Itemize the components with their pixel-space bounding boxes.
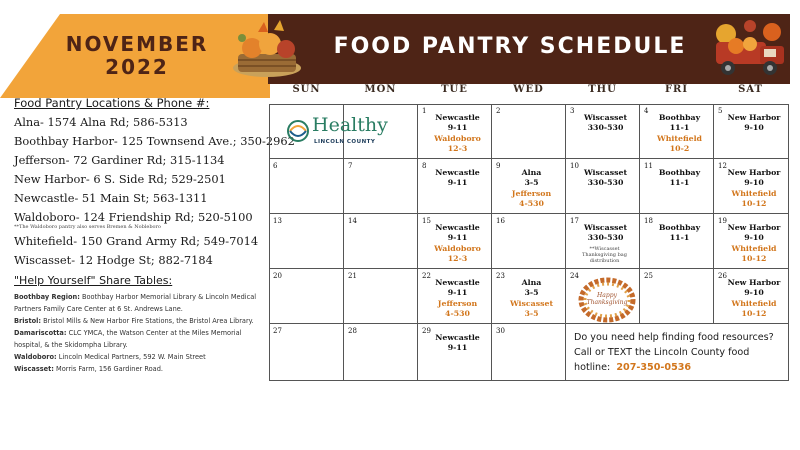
pantry-hours: 12-3 [447, 144, 468, 153]
pantry-hours: 9-10 [744, 288, 764, 297]
day-number: 3 [570, 107, 575, 115]
day-number: 28 [348, 327, 357, 335]
pantry-hours: 11-1 [669, 233, 690, 242]
day-number: 20 [273, 272, 282, 280]
weekday-header-thu: THU [588, 84, 617, 95]
pantry-location: Whitefield [731, 244, 777, 253]
calendar-day-cell [640, 159, 714, 214]
pantry-location: Waldoboro [434, 244, 481, 253]
healthy-logo-word: Healthy [312, 114, 388, 136]
pantry-hours: 10-12 [741, 254, 767, 263]
healthy-logo-icon [285, 118, 311, 144]
calendar-day-cell [492, 324, 566, 381]
weekday-header-tue: TUE [441, 84, 468, 95]
day-number: 19 [718, 217, 727, 225]
pantry-location: New Harbor [727, 113, 781, 122]
locations-heading: Food Pantry Locations & Phone #: [14, 96, 210, 110]
pantry-hours: 4-530 [445, 309, 470, 318]
pantry-hours: 9-11 [447, 233, 468, 242]
calendar-day-cell [566, 159, 640, 214]
calendar-day-cell [418, 269, 492, 324]
day-number: 24 [570, 272, 579, 280]
pantry-location: Newcastle [435, 113, 480, 122]
wreath-text: Happy Thanksgiving [586, 292, 628, 306]
pantry-location: Boothbay [658, 223, 701, 232]
calendar-day-cell [492, 269, 566, 324]
calendar-day-cell [344, 214, 418, 269]
pantry-location: Jefferson [511, 189, 552, 198]
calendar-day-cell [418, 214, 492, 269]
day-number: 25 [644, 272, 653, 280]
hotline-line-1: Do you need help finding food resources? [574, 332, 774, 343]
pantry-location: Newcastle [435, 223, 480, 232]
location-new-harbor: New Harbor- 6 S. Side Rd; 529-2501 [14, 172, 226, 186]
locations-panel [14, 96, 295, 375]
location-whitefield: Whitefield- 150 Grand Army Rd; 549-7014 [14, 234, 259, 248]
day-number: 30 [496, 327, 505, 335]
pantry-hours: 9-11 [447, 123, 468, 132]
month-year-label [62, 33, 212, 79]
day-number: 11 [644, 162, 653, 170]
share-item: Boothbay Region: Boothbay Harbor Memorial Library & Lincoln Medical [14, 293, 257, 301]
pantry-hours: 3-5 [524, 309, 539, 318]
waldoboro-note: **The Waldoboro pantry also serves Bremen & Nobleboro [14, 224, 161, 230]
pantry-location: Waldoboro [434, 134, 481, 143]
share-item: Waldoboro: Lincoln Medical Partners, 592 W. Main Street [14, 353, 206, 361]
pantry-hours: 10-2 [669, 144, 690, 153]
day-number: 21 [348, 272, 357, 280]
pantry-hours: 9-10 [744, 178, 764, 187]
calendar-day-cell [566, 104, 640, 159]
page-title: FOOD PANTRY SCHEDULE [333, 34, 687, 59]
weekday-header-sat: SAT [738, 84, 763, 95]
pantry-hours: 11-1 [669, 123, 690, 132]
calendar-day-cell [640, 104, 714, 159]
calendar-day-cell [418, 159, 492, 214]
healthy-logo-sub: LINCOLN COUNTY [314, 139, 376, 145]
pantry-hours: 10-12 [741, 309, 767, 318]
calendar-day-cell [344, 159, 418, 214]
pantry-location: Wiscasset [509, 299, 554, 308]
day-number: 27 [273, 327, 282, 335]
day-number: 6 [273, 162, 278, 170]
day-number: 2 [496, 107, 501, 115]
calendar-day-cell [492, 214, 566, 269]
day-number: 12 [718, 162, 727, 170]
day-number: 1 [422, 107, 427, 115]
pantry-location: Boothbay [658, 113, 701, 122]
calendar-day-cell [269, 269, 344, 324]
share-tables-list [14, 291, 264, 375]
weekday-header-sun: SUN [292, 84, 321, 95]
pantry-location: Alna [521, 278, 542, 287]
calendar-day-cell [566, 214, 640, 269]
pantry-location: Whitefield [731, 299, 777, 308]
calendar-day-cell [418, 324, 492, 381]
pantry-hours: 9-11 [447, 343, 468, 352]
pantry-location: Newcastle [435, 168, 480, 177]
calendar-day-cell [344, 269, 418, 324]
pantry-location: Whitefield [657, 134, 702, 143]
day-number: 7 [348, 162, 353, 170]
pantry-location: Boothbay [658, 168, 701, 177]
day-number: 8 [422, 162, 427, 170]
day-number: 10 [570, 162, 579, 170]
day-number: 16 [496, 217, 505, 225]
weekday-header-fri: FRI [664, 84, 689, 95]
calendar-day-cell [269, 159, 344, 214]
location-wiscasset: Wiscasset- 12 Hodge St; 882-7184 [14, 253, 213, 267]
location-waldoboro: Waldoboro- 124 Friendship Rd; 520-5100 [14, 210, 253, 224]
pantry-location: New Harbor [727, 278, 781, 287]
day-number: 13 [273, 217, 282, 225]
share-item: Damariscotta: CLC YMCA, the Watson Center at the Miles Memorial [14, 329, 242, 337]
pantry-hours: 9-10 [744, 123, 764, 132]
pumpkin-truck-icon [706, 16, 792, 82]
pantry-hours: 3-5 [524, 288, 539, 297]
pantry-hours: 4-530 [519, 199, 544, 208]
header-banner-notch [0, 14, 60, 98]
pantry-hours: 12-3 [447, 254, 468, 263]
pantry-hours: 11-1 [669, 178, 690, 187]
calendar-day-cell [492, 159, 566, 214]
distribution-note: **Wiscasset Thanksgiving bag distribution [582, 246, 627, 264]
day-number: 4 [644, 107, 649, 115]
calendar-day-cell [640, 214, 714, 269]
year-label: 2022 [105, 55, 169, 79]
pantry-hours: 9-11 [447, 288, 468, 297]
day-number: 18 [644, 217, 653, 225]
pantry-hours: 9-10 [744, 233, 764, 242]
calendar-day-cell [269, 324, 344, 381]
day-number: 29 [422, 327, 431, 335]
share-item: Bristol: Bristol Mills & New Harbor Fire Stations, the Bristol Area Library. [14, 317, 254, 325]
pantry-hours: 330-530 [587, 123, 624, 132]
calendar-day-cell [344, 324, 418, 381]
weekday-header-wed: WED [513, 84, 544, 95]
calendar-day-cell [714, 159, 789, 214]
harvest-basket-icon [228, 18, 306, 80]
hotline-callout [574, 330, 788, 375]
calendar-day-cell [714, 214, 789, 269]
hotline-line-2: Call or TEXT the Lincoln County food [574, 347, 750, 358]
pantry-hours: 3-5 [524, 178, 539, 187]
location-newcastle: Newcastle- 51 Main St; 563-1311 [14, 191, 208, 205]
day-number: 22 [422, 272, 431, 280]
share-tables-heading: "Help Yourself" Share Tables: [14, 274, 173, 287]
day-number: 5 [718, 107, 723, 115]
share-item: Partners Family Care Center at 6 St. Andrews Lane. [14, 305, 183, 313]
pantry-hours: 330-530 [587, 178, 624, 187]
pantry-location: Whitefield [731, 189, 777, 198]
month-label: NOVEMBER [65, 32, 209, 56]
day-number: 17 [570, 217, 579, 225]
calendar-day-cell [492, 104, 566, 159]
pantry-location: New Harbor [727, 223, 781, 232]
location-alna: Alna- 1574 Alna Rd; 586-5313 [14, 115, 188, 129]
calendar-day-cell [714, 104, 789, 159]
weekday-header-mon: MON [364, 84, 397, 95]
location-boothbay-harbor: Boothbay Harbor- 125 Townsend Ave.; 350-2962 [14, 134, 295, 148]
pantry-hours: 9-11 [447, 178, 468, 187]
share-item: hospital, & the Skidompha Library. [14, 341, 128, 349]
pantry-location: Alna [521, 168, 542, 177]
calendar-day-cell [640, 269, 714, 324]
day-number: 26 [718, 272, 727, 280]
day-number: 23 [496, 272, 505, 280]
pantry-location: Jefferson [437, 299, 478, 308]
hotline-phone[interactable]: 207-350-0536 [616, 362, 692, 373]
calendar-day-cell [418, 104, 492, 159]
day-number: 14 [348, 217, 357, 225]
calendar-day-cell [269, 214, 344, 269]
day-number: 9 [496, 162, 501, 170]
pantry-location: Wiscasset [583, 168, 628, 177]
pantry-location: Wiscasset [583, 113, 628, 122]
pantry-location: New Harbor [727, 168, 781, 177]
pantry-hours: 10-12 [741, 199, 767, 208]
pantry-location: Wiscasset [583, 223, 628, 232]
hotline-line-3: hotline: [574, 362, 611, 373]
location-jefferson: Jefferson- 72 Gardiner Rd; 315-1134 [14, 153, 225, 167]
day-number: 15 [422, 217, 431, 225]
share-item: Wiscasset: Morris Farm, 156 Gardiner Road. [14, 365, 163, 373]
pantry-location: Newcastle [435, 278, 480, 287]
calendar-day-cell [714, 269, 789, 324]
pantry-hours: 330-530 [587, 233, 624, 242]
pantry-location: Newcastle [435, 333, 480, 342]
